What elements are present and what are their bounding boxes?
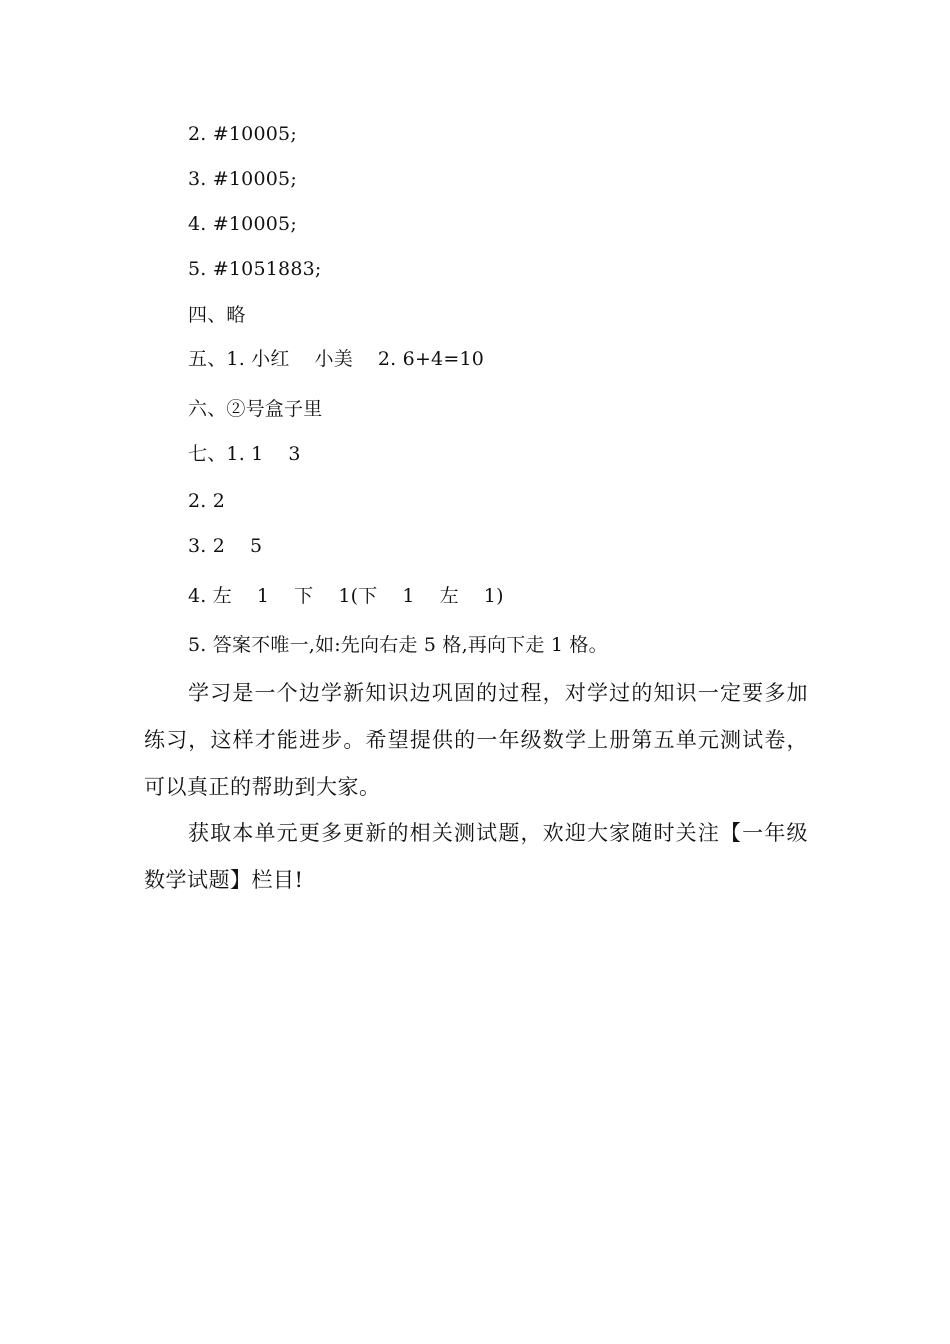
answer-line: 4. #10005; (188, 213, 297, 235)
answer-line: 5. #1051883; (188, 258, 322, 280)
answer-line: 五、1. 小红 小美 2. 6+4=10 (188, 348, 485, 370)
answer-line: 3. #10005; (188, 168, 297, 190)
answer-line: 四、略 (188, 304, 246, 326)
answer-line: 六、②号盒子里 (188, 398, 323, 420)
answer-line: 七、1. 1 3 (188, 443, 301, 465)
closing-paragraph: 获取本单元更多更新的相关测试题，欢迎大家随时关注【一年级数学试题】栏目! (144, 821, 808, 892)
answer-line: 2. 2 (188, 490, 226, 512)
answer-line: 2. #10005; (188, 123, 297, 145)
answer-line: 5. 答案不唯一,如:先向右走 5 格,再向下走 1 格。 (188, 634, 608, 656)
answer-line: 4. 左 1 下 1(下 1 左 1) (188, 585, 504, 607)
closing-paragraph: 学习是一个边学新知识边巩固的过程，对学过的知识一定要多加练习，这样才能进步。希望提供的一年级数学上册第五单元测试卷，可以真正的帮助到大家。 (144, 681, 808, 799)
answer-line: 3. 2 5 (188, 535, 263, 557)
